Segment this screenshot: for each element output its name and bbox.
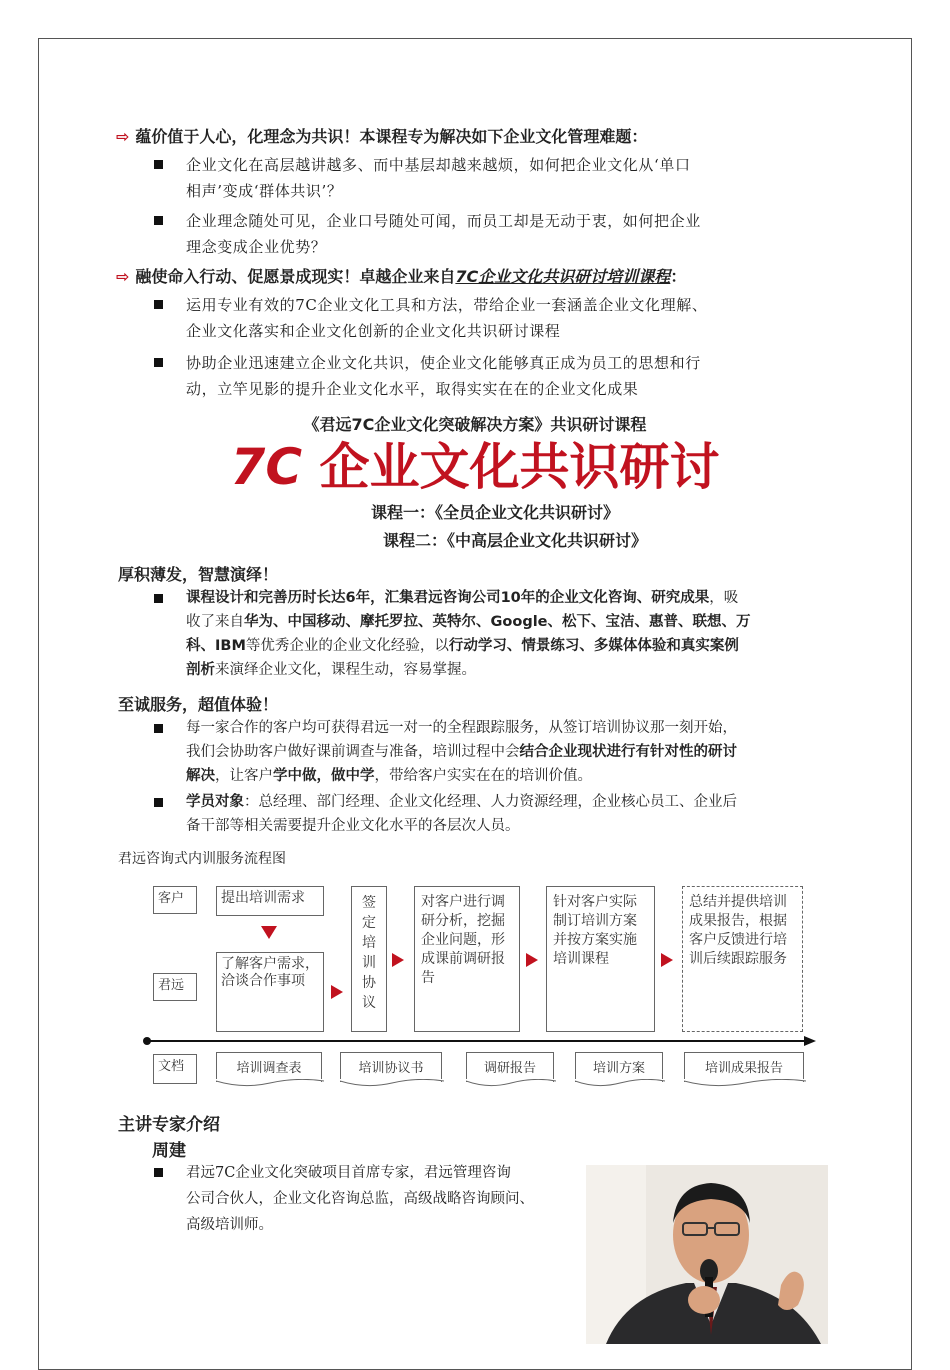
doc-training-plan: 培训方案 [575,1052,663,1082]
doc-survey: 培训调查表 [216,1052,322,1082]
step-sign: 签定培训协议 [351,886,387,1032]
intro-bullet-4: 协助企业迅速建立企业文化共识，使企业文化能够真正成为员工的思想和行 动，立竿见影的提升企业文化水平，取得实实在在的企业文化成果 [186,350,836,402]
arrow-right-icon [661,953,673,967]
intro-bullet-3: 运用专业有效的7C企业文化工具和方法，带给企业一套涵盖企业文化理解、 企业文化落实和企业文化创新的企业文化共识研讨课程 [186,292,836,344]
course-subtitle: 《君远7C企业文化突破解决方案》共识研讨课程 [303,415,647,434]
bullet-square-icon [154,160,163,169]
arrow-down-icon [261,926,277,939]
expert-name: 周建 [152,1141,186,1161]
row-label-doc: 文档 [153,1054,197,1084]
bullet-square-icon [154,216,163,225]
course-1: 课程一：《全员企业文化共识研讨》 [370,503,619,522]
arrow-right-icon: ⇨ [116,127,130,146]
intro-heading-1: ⇨ 蕴价值于人心，化理念为共识！本课程专为解决如下企业文化管理难题： [116,127,648,146]
intro-bullet-2: 企业理念随处可见，企业口号随处可闻，而员工却是无动于衷，如何把企业 理念变成企业优势？ [186,208,836,260]
bullet-square-icon [154,358,163,367]
arrow-right-icon: ⇨ [116,267,130,286]
flow-caption: 君远咨询式内训服务流程图 [118,851,286,867]
course-title: 7C 企业文化共识研讨 [230,438,720,496]
arrow-right-icon [331,985,343,999]
section2-bullet-2: 学员对象：总经理、部门经理、企业文化经理、人力资源经理，企业核心员工、企业后 备干部等相关需要提升企业文化水平的各层次人员。 [186,790,836,838]
arrow-right-icon [526,953,538,967]
step-plan: 针对客户实际制订培训方案并按方案实施培训课程 [546,886,655,1032]
course-link[interactable]: 7C企业文化共识研讨培训课程 [455,267,671,286]
arrow-right-icon [392,953,404,967]
expert-photo [586,1165,828,1344]
section1-heading: 厚积薄发，智慧演绎！ [118,565,279,584]
section2-bullet-1: 每一家合作的客户均可获得君远一对一的全程跟踪服务，从签订培训协议那一刻开始， 我们会协助客户做好课前调查与准备，培训过程中会结合企业现状进行有针对性的研讨 解决，让客户学中做，做中学，带给客户实实在在的培训价值。 [186,716,836,788]
intro-heading-2: ⇨ 融使命入行动、促愿景成现实！卓越企业来自7C企业文化共识研讨培训课程： [116,267,687,286]
section2-heading: 至诚服务，超值体验！ [118,695,279,714]
step-summary: 总结并提供培训成果报告，根据客户反馈进行培训后续跟踪服务 [682,886,803,1032]
row-label-junyuan: 君远 [153,973,197,1001]
doc-agreement: 培训协议书 [340,1052,442,1082]
bullet-square-icon [154,1168,163,1177]
course-2: 课程二：《中高层企业文化共识研讨》 [382,531,647,550]
section1-bullet: 课程设计和完善历时长达6年，汇集君远咨询公司10年的企业文化咨询、研究成果，吸 收了来自华为、中国移动、摩托罗拉、英特尔、Google、松下、宝洁、惠普、联想、万 科、IBM等优秀企业的企业文化经验，以行动学习、情景练习、多媒体体验和真实案例 剖析来演绎企业文化，课程生动，容易掌握。 [186,586,836,682]
intro-bullet-1: 企业文化在高层越讲越多、而中基层却越来越烦，如何把企业文化从‘单口 相声’变成‘群体共识’？ [186,152,836,204]
step-understand: 了解客户需求，洽谈合作事项 [216,952,324,1032]
row-label-client: 客户 [153,886,197,914]
doc-research-report: 调研报告 [466,1052,554,1082]
timeline-axis [140,1034,820,1048]
step-request: 提出培训需求 [216,886,324,916]
doc-results-report: 培训成果报告 [684,1052,804,1082]
bullet-square-icon [154,724,163,733]
step-research: 对客户进行调研分析，挖掘企业问题，形成课前调研报告 [414,886,520,1032]
bullet-square-icon [154,594,163,603]
bullet-square-icon [154,798,163,807]
bullet-square-icon [154,300,163,309]
expert-heading: 主讲专家介绍 [118,1115,220,1135]
expert-bio: 君远7C企业文化突破项目首席专家，君远管理咨询 公司合伙人，企业文化咨询总监，高级战略咨询顾问、 高级培训师。 [186,1160,596,1238]
